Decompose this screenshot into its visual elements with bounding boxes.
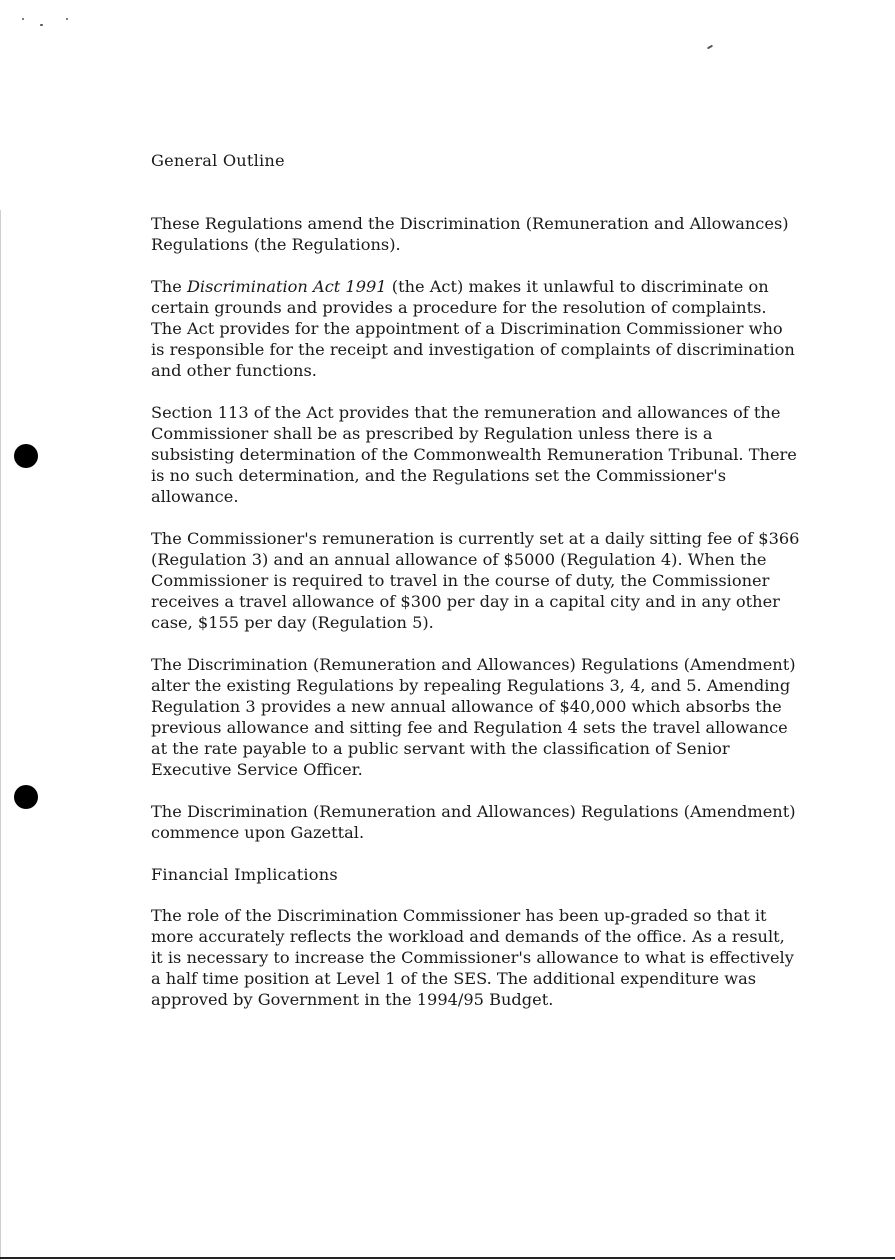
scan-speck — [22, 18, 24, 20]
document-body — [151, 150, 801, 1031]
section-heading-general-outline: General Outline — [151, 151, 285, 170]
paragraph-act-description — [151, 276, 801, 381]
punch-hole — [14, 785, 38, 809]
paragraph-section-113: Section 113 of the Act provides that the remuneration and allowances of the Commissioner shall be as prescribed by Regulation unless there is a subsisting determination of the Commonwealth Remuneration Tribunal. There is no such determination, and the Regulations set the Commissioner's allowance. — [151, 403, 797, 506]
paragraph-text: The — [151, 277, 187, 296]
scan-speck — [707, 45, 713, 50]
paragraph-financial-details: The role of the Discrimination Commissioner has been up-graded so that it more accurately reflects the workload and demands of the office. As a result, it is necessary to increase the Commissioner's allowance to what is effectively a half time position at Level 1 of the SES. The additional expenditure was approved by Government in the 1994/95 Budget. — [151, 906, 794, 1009]
act-title-italic: Discrimination Act 1991 — [186, 277, 387, 296]
paragraph-current-remuneration: The Commissioner's remuneration is currently set at a daily sitting fee of $366 (Regulation 3) and an annual allowance of $5000 (Regulation 4). When the Commissioner is required to travel in the course of duty, the Commissioner receives a travel allowance of $300 per day in a capital city and in any other case, $155 per day (Regulation 5). — [151, 529, 800, 632]
section-heading-financial-implications: Financial Implications — [151, 865, 338, 884]
paragraph-amendment-intro: These Regulations amend the Discrimination (Remuneration and Allowances) Regulations (the Regulations). — [151, 214, 789, 254]
paragraph-commencement: The Discrimination (Remuneration and Allowances) Regulations (Amendment) commence upon Gazettal. — [151, 802, 796, 842]
scan-edge-left — [0, 210, 1, 1260]
paragraph-amendment-changes: The Discrimination (Remuneration and Allowances) Regulations (Amendment) alter the existing Regulations by repealing Regulations 3, 4, and 5. Amending Regulation 3 provides a new annual allowance of $40,000 which absorbs the previous allowance and sitting fee and Regulation 4 sets the travel allowance at the rate payable to a public servant with the classification of Senior Executive Service Officer. — [151, 655, 796, 779]
punch-hole — [14, 444, 38, 468]
scan-speck — [40, 24, 43, 26]
scan-edge-bottom — [0, 1257, 895, 1259]
paragraph-text: (the Act) makes it unlawful to discriminate on certain grounds and provides a procedure for the resolution of complaints. The Act provides for the appointment of a Discrimination Commissioner who is responsible for the receipt and investigation of complaints of discrimination and other functions. — [151, 277, 795, 380]
scan-speck — [66, 18, 68, 20]
